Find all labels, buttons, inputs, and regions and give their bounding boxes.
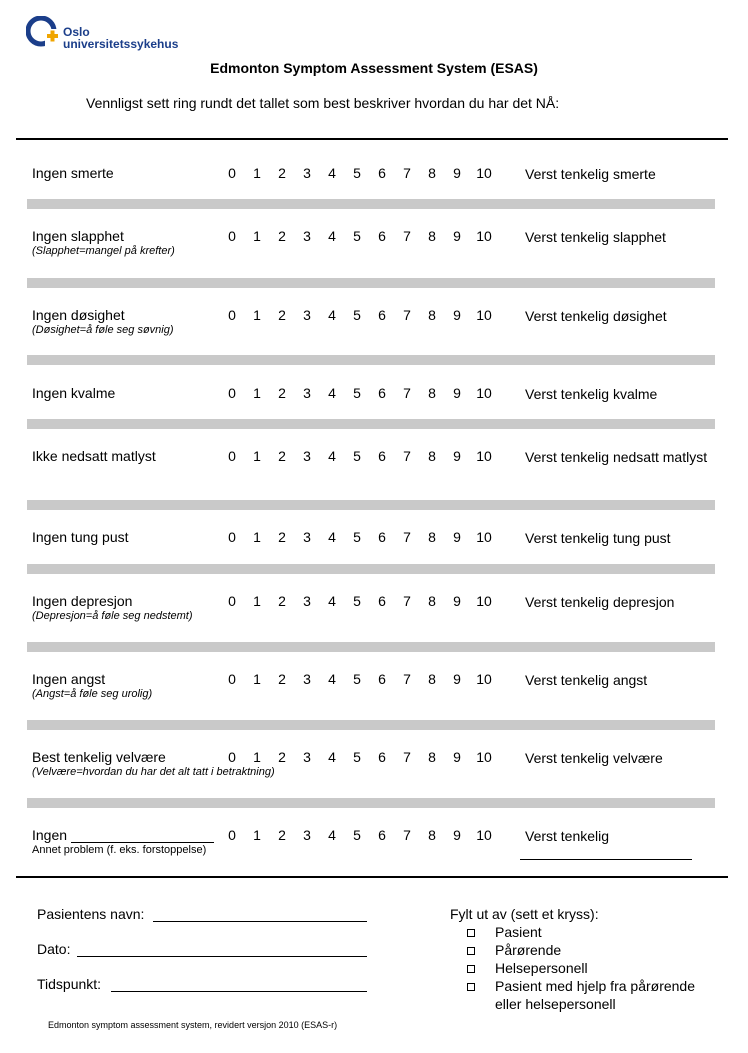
scale-option-2[interactable]: 2 [278, 165, 286, 181]
worst-label: Verst tenkelig smerte [525, 166, 656, 182]
bottom-divider [16, 876, 728, 878]
scale-option-6[interactable]: 6 [378, 827, 386, 843]
checkbox-icon[interactable] [467, 983, 475, 991]
scale-option-0[interactable]: 0 [228, 228, 236, 244]
page-title: Edmonton Symptom Assessment System (ESAS) [210, 60, 538, 76]
scale-option-3[interactable]: 3 [303, 307, 311, 323]
symptom-row [0, 228, 748, 268]
patient-name-field[interactable] [37, 906, 377, 926]
row-separator-band [27, 564, 715, 574]
scale-option-0[interactable]: 0 [228, 385, 236, 401]
scale-option-5[interactable]: 5 [353, 671, 361, 687]
row-separator-band [27, 278, 715, 288]
scale-option-2[interactable]: 2 [278, 228, 286, 244]
scale-option-4[interactable]: 4 [328, 827, 336, 843]
scale-option-2[interactable]: 2 [278, 749, 286, 765]
top-divider [16, 138, 728, 140]
scale-option-3[interactable]: 3 [303, 448, 311, 464]
scale-option-7[interactable]: 7 [403, 385, 411, 401]
scale-option-9[interactable]: 9 [453, 228, 461, 244]
scale-option-10[interactable]: 10 [476, 671, 492, 687]
scale-option-5[interactable]: 5 [353, 385, 361, 401]
scale-option-3[interactable]: 3 [303, 749, 311, 765]
scale-option-2[interactable]: 2 [278, 529, 286, 545]
symptom-description: (Døsighet=å føle seg søvnig) [32, 324, 174, 336]
worst-label: Verst tenkelig døsighet [525, 308, 667, 324]
logo-mark-icon [26, 16, 60, 50]
scale-option-9[interactable]: 9 [453, 671, 461, 687]
symptom-label: Ingen angst [32, 671, 106, 687]
scale-option-5[interactable]: 5 [353, 529, 361, 545]
symptom-row [0, 307, 748, 347]
worst-label: Verst tenkelig kvalme [525, 386, 658, 402]
symptom-label: Ingen slapphet [32, 228, 124, 244]
scale-option-0[interactable]: 0 [228, 827, 236, 843]
scale-option-0[interactable]: 0 [228, 749, 236, 765]
scale-option-6[interactable]: 6 [378, 448, 386, 464]
scale-option-2[interactable]: 2 [278, 593, 286, 609]
scale-option-7[interactable]: 7 [403, 827, 411, 843]
scale-option-3[interactable]: 3 [303, 529, 311, 545]
time-field[interactable] [37, 976, 377, 996]
symptom-label: Ingen døsighet [32, 307, 125, 323]
symptom-row [0, 593, 748, 633]
scale-option-1[interactable]: 1 [253, 228, 261, 244]
scale-option-1[interactable]: 1 [253, 307, 261, 323]
symptom-label: Ingen tung pust [32, 529, 129, 545]
scale-option-2[interactable]: 2 [278, 385, 286, 401]
filled-by-option: Pårørende [495, 942, 562, 958]
filled-by-option: Helsepersonell [495, 960, 588, 976]
scale-option-1[interactable]: 1 [253, 385, 261, 401]
scale-option-10[interactable]: 10 [476, 749, 492, 765]
filled-by-option: Pasient med hjelp fra pårørende eller helsepersonell [495, 978, 695, 1012]
other-worst-line[interactable] [520, 859, 692, 860]
scale-option-8[interactable]: 8 [428, 593, 436, 609]
scale-option-3[interactable]: 3 [303, 827, 311, 843]
scale-option-1[interactable]: 1 [253, 749, 261, 765]
symptom-row [0, 671, 748, 711]
scale-option-7[interactable]: 7 [403, 165, 411, 181]
scale-option-6[interactable]: 6 [378, 165, 386, 181]
scale-option-3[interactable]: 3 [303, 165, 311, 181]
scale-option-9[interactable]: 9 [453, 448, 461, 464]
scale-option-2[interactable]: 2 [278, 448, 286, 464]
symptom-description: (Velvære=hvordan du har det alt tatt i betraktning) [32, 766, 275, 778]
scale-option-9[interactable]: 9 [453, 827, 461, 843]
scale-option-1[interactable]: 1 [253, 165, 261, 181]
scale-option-5[interactable]: 5 [353, 307, 361, 323]
scale-option-3[interactable]: 3 [303, 593, 311, 609]
scale-option-5[interactable]: 5 [353, 448, 361, 464]
symptom-label: Ingen [32, 827, 68, 843]
row-separator-band [27, 419, 715, 429]
worst-label: Verst tenkelig tung pust [525, 530, 671, 546]
scale-option-9[interactable]: 9 [453, 529, 461, 545]
scale-option-6[interactable]: 6 [378, 307, 386, 323]
scale-option-6[interactable]: 6 [378, 671, 386, 687]
time-label: Tidspunkt: [37, 976, 102, 992]
scale-option-9[interactable]: 9 [453, 749, 461, 765]
footer-note: Edmonton symptom assessment system, revidert versjon 2010 (ESAS-r) [48, 1020, 338, 1030]
date-label: Dato: [37, 941, 71, 957]
scale-option-3[interactable]: 3 [303, 385, 311, 401]
scale-option-4[interactable]: 4 [328, 385, 336, 401]
scale-option-6[interactable]: 6 [378, 529, 386, 545]
scale-option-10[interactable]: 10 [476, 448, 492, 464]
scale-option-5[interactable]: 5 [353, 165, 361, 181]
scale-option-10[interactable]: 10 [476, 307, 492, 323]
scale-option-0[interactable]: 0 [228, 529, 236, 545]
scale-option-4[interactable]: 4 [328, 228, 336, 244]
scale-option-4[interactable]: 4 [328, 448, 336, 464]
row-separator-band [27, 355, 715, 365]
filled-by-option: Pasient [495, 924, 542, 940]
time-line[interactable] [111, 991, 367, 992]
worst-label: Verst tenkelig nedsatt matlyst [525, 449, 708, 465]
scale-option-5[interactable]: 5 [353, 593, 361, 609]
worst-label: Verst tenkelig depresjon [525, 594, 675, 610]
scale-option-9[interactable]: 9 [453, 307, 461, 323]
symptom-label: Ingen depresjon [32, 593, 133, 609]
scale-option-1[interactable]: 1 [253, 593, 261, 609]
logo-line2: universitetssykehus [63, 37, 179, 51]
symptom-label: Best tenkelig velvære [32, 749, 166, 765]
scale-option-8[interactable]: 8 [428, 529, 436, 545]
symptom-label: Ingen kvalme [32, 385, 116, 401]
scale-option-5[interactable]: 5 [353, 749, 361, 765]
scale-option-1[interactable]: 1 [253, 671, 261, 687]
symptom-row [0, 749, 748, 789]
scale-option-8[interactable]: 8 [428, 228, 436, 244]
scale-option-0[interactable]: 0 [228, 165, 236, 181]
scale-option-1[interactable]: 1 [253, 529, 261, 545]
scale-option-8[interactable]: 8 [428, 165, 436, 181]
scale-option-0[interactable]: 0 [228, 671, 236, 687]
scale-option-9[interactable]: 9 [453, 593, 461, 609]
scale-option-2[interactable]: 2 [278, 671, 286, 687]
row-separator-band [27, 500, 715, 510]
scale-option-7[interactable]: 7 [403, 307, 411, 323]
filled-by-title: Fylt ut av (sett et kryss): [450, 906, 599, 922]
symptom-label: Ingen smerte [32, 165, 114, 181]
scale-option-9[interactable]: 9 [453, 165, 461, 181]
row-separator-band [27, 720, 715, 730]
symptom-description: (Depresjon=å føle seg nedstemt) [32, 610, 193, 622]
scale-option-7[interactable]: 7 [403, 529, 411, 545]
checkbox-icon[interactable] [467, 929, 475, 937]
scale-option-10[interactable]: 10 [476, 228, 492, 244]
scale-option-7[interactable]: 7 [403, 671, 411, 687]
scale-option-4[interactable]: 4 [328, 593, 336, 609]
scale-option-9[interactable]: 9 [453, 385, 461, 401]
symptom-description: (Angst=å føle seg urolig) [32, 688, 153, 700]
scale-option-8[interactable]: 8 [428, 448, 436, 464]
scale-option-2[interactable]: 2 [278, 307, 286, 323]
scale-option-10[interactable]: 10 [476, 165, 492, 181]
date-field[interactable] [37, 941, 377, 961]
scale-option-3[interactable]: 3 [303, 228, 311, 244]
other-problem-line[interactable] [71, 842, 214, 843]
scale-option-7[interactable]: 7 [403, 749, 411, 765]
scale-option-5[interactable]: 5 [353, 827, 361, 843]
worst-label: Verst tenkelig [525, 828, 610, 844]
scale-option-7[interactable]: 7 [403, 228, 411, 244]
scale-option-6[interactable]: 6 [378, 593, 386, 609]
scale-option-0[interactable]: 0 [228, 448, 236, 464]
scale-option-4[interactable]: 4 [328, 165, 336, 181]
logo-line1: Oslo [63, 25, 90, 39]
worst-label: Verst tenkelig angst [525, 672, 648, 688]
scale-option-6[interactable]: 6 [378, 228, 386, 244]
scale-option-4[interactable]: 4 [328, 671, 336, 687]
symptom-row [0, 448, 748, 488]
checkbox-icon[interactable] [467, 947, 475, 955]
checkbox-icon[interactable] [467, 965, 475, 973]
symptom-row [0, 827, 748, 867]
scale-option-10[interactable]: 10 [476, 385, 492, 401]
scale-option-4[interactable]: 4 [328, 749, 336, 765]
scale-option-10[interactable]: 10 [476, 827, 492, 843]
scale-option-3[interactable]: 3 [303, 671, 311, 687]
scale-option-7[interactable]: 7 [403, 593, 411, 609]
symptom-description: Annet problem (f. eks. forstoppelse) [32, 844, 207, 856]
scale-option-7[interactable]: 7 [403, 448, 411, 464]
row-separator-band [27, 199, 715, 209]
symptom-row [0, 529, 748, 569]
scale-option-8[interactable]: 8 [428, 307, 436, 323]
scale-option-8[interactable]: 8 [428, 749, 436, 765]
scale-option-4[interactable]: 4 [328, 529, 336, 545]
scale-option-8[interactable]: 8 [428, 827, 436, 843]
scale-option-10[interactable]: 10 [476, 593, 492, 609]
scale-option-6[interactable]: 6 [378, 749, 386, 765]
scale-option-0[interactable]: 0 [228, 593, 236, 609]
scale-option-5[interactable]: 5 [353, 228, 361, 244]
scale-option-1[interactable]: 1 [253, 827, 261, 843]
scale-option-10[interactable]: 10 [476, 529, 492, 545]
worst-label: Verst tenkelig velvære [525, 750, 663, 766]
hospital-logo [26, 16, 186, 52]
patient-name-line[interactable] [153, 921, 367, 922]
scale-option-6[interactable]: 6 [378, 385, 386, 401]
scale-option-0[interactable]: 0 [228, 307, 236, 323]
row-separator-band [27, 798, 715, 808]
scale-option-4[interactable]: 4 [328, 307, 336, 323]
scale-option-1[interactable]: 1 [253, 448, 261, 464]
instruction-text: Vennligst sett ring rundt det tallet som best beskriver hvordan du har det NÅ: [86, 95, 560, 111]
date-line[interactable] [77, 956, 367, 957]
scale-option-8[interactable]: 8 [428, 671, 436, 687]
scale-option-2[interactable]: 2 [278, 827, 286, 843]
worst-label: Verst tenkelig slapphet [525, 229, 666, 245]
scale-option-8[interactable]: 8 [428, 385, 436, 401]
row-separator-band [27, 642, 715, 652]
patient-name-label: Pasientens navn: [37, 906, 145, 922]
symptom-label: Ikke nedsatt matlyst [32, 448, 156, 464]
symptom-description: (Slapphet=mangel på krefter) [32, 245, 175, 257]
